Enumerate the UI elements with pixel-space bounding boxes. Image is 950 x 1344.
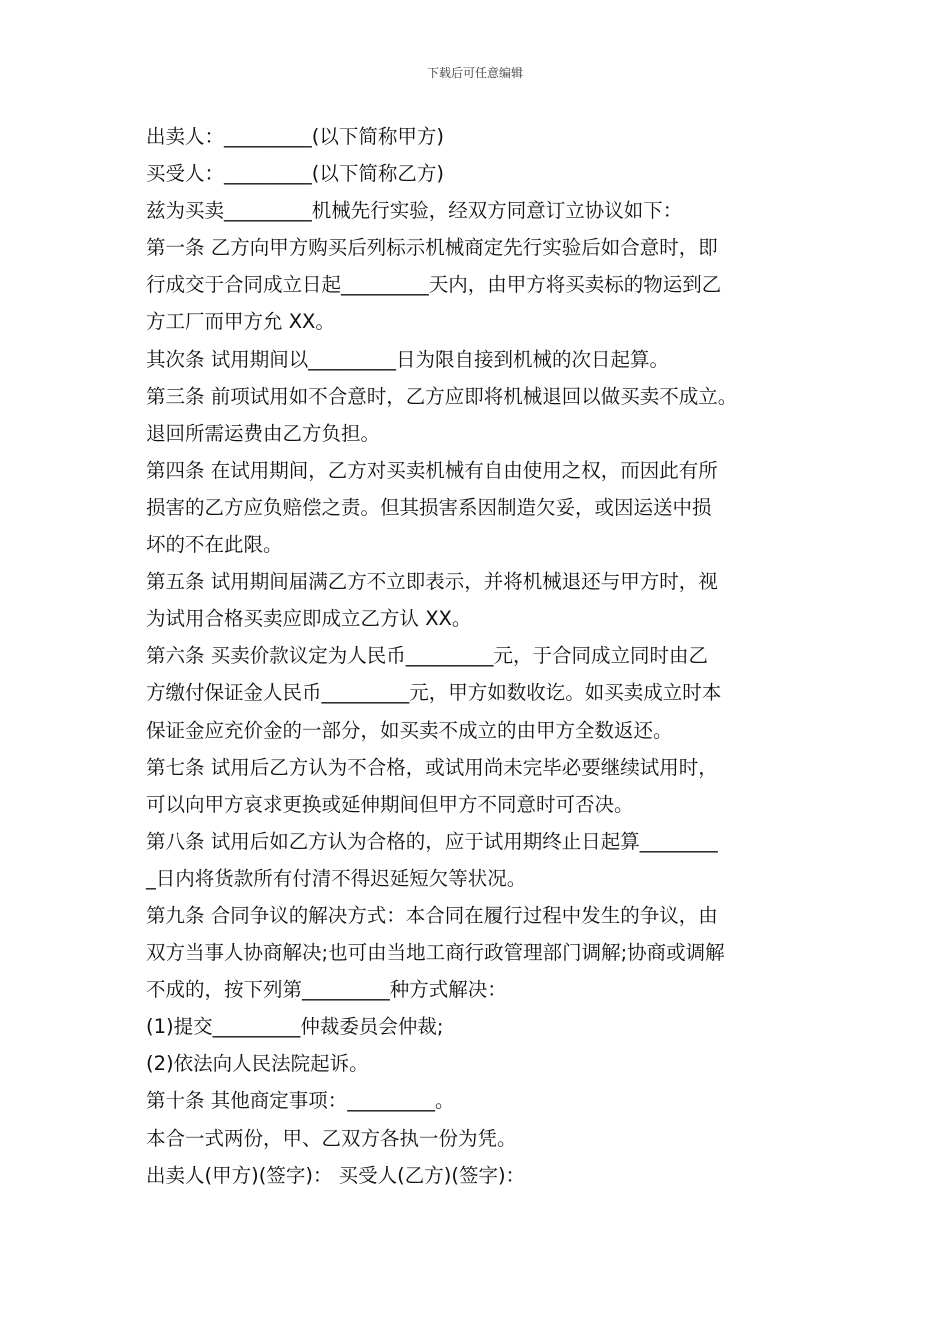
article-5-line-1: 第五条 试用期间届满乙方不立即表示，并将机械退还与甲方时，视 — [146, 570, 718, 594]
signature-line: 出卖人(甲方)(签字)： 买受人(乙方)(签字)： — [146, 1163, 526, 1187]
article-3-line-1: 第三条 前项试用如不合意时，乙方应即将机械退回以做买卖不成立。 — [146, 384, 738, 408]
dispute-option-1: (1)提交_________仲裁委员会仲裁; — [146, 1015, 444, 1039]
copies-line: 本合一式两份，甲、乙双方各执一份为凭。 — [146, 1126, 517, 1150]
article-4-line-2: 损害的乙方应负赔偿之责。但其损害系因制造欠妥，或因运送中损 — [146, 495, 712, 519]
article-8-line-2: _日内将货款所有付清不得迟延短欠等状况。 — [146, 866, 527, 890]
article-10-line-1: 第十条 其他商定事项：_________。 — [146, 1089, 455, 1113]
article-4-line-1: 第四条 在试用期间，乙方对买卖机械有自由使用之权，而因此有所 — [146, 458, 718, 482]
buyer-line: 买受人：_________(以下简称乙方) — [146, 162, 444, 186]
article-7-line-1: 第七条 试用后乙方认为不合格，或试用尚未完毕必要继续试用时， — [146, 755, 718, 779]
contract-body — [146, 118, 814, 1194]
article-2-line-1: 其次条 试用期间以_________日为限自接到机械的次日起算。 — [146, 347, 669, 371]
article-6-line-2: 方缴付保证金人民币_________元，甲方如数收讫。如买卖成立时本 — [146, 681, 722, 705]
seller-line: 出卖人：_________(以下简称甲方) — [146, 125, 444, 148]
preamble-line: 兹为买卖_________机械先行实验，经双方同意订立协议如下： — [146, 199, 683, 223]
article-6-line-1: 第六条 买卖价款议定为人民币_________元，于合同成立同时由乙 — [146, 644, 708, 668]
page-header-note: 下载后可任意编辑 — [426, 66, 523, 80]
article-9-line-2: 双方当事人协商解决;也可由当地工商行政管理部门调解;协商或调解 — [146, 941, 725, 965]
article-1-line-2: 行成交于合同成立日起_________天内，由甲方将买卖标的物运到乙 — [146, 273, 722, 297]
article-5-line-2: 为试用合格买卖应即成立乙方认 XX。 — [146, 607, 472, 631]
article-9-line-1: 第九条 合同争议的解决方式：本合同在履行过程中发生的争议，由 — [146, 903, 718, 927]
article-1-line-3: 方工厂而甲方允 XX。 — [146, 310, 335, 334]
article-6-line-3: 保证金应充价金的一部分，如买卖不成立的由甲方全数返还。 — [146, 718, 673, 742]
dispute-option-2: (2)依法向人民法院起诉。 — [146, 1052, 369, 1076]
article-8-line-1: 第八条 试用后如乙方认为合格的，应于试用期终止日起算________ — [146, 829, 718, 853]
article-7-line-2: 可以向甲方哀求更换或延伸期间但甲方不同意时可否决。 — [146, 792, 634, 816]
article-1-line-1: 第一条 乙方向甲方购买后列标示机械商定先行实验后如合意时，即 — [146, 236, 718, 260]
article-9-line-3: 不成的，按下列第_________种方式解决： — [146, 978, 507, 1002]
article-4-line-3: 坏的不在此限。 — [146, 533, 283, 557]
article-3-line-2: 退回所需运费由乙方负担。 — [146, 421, 381, 445]
